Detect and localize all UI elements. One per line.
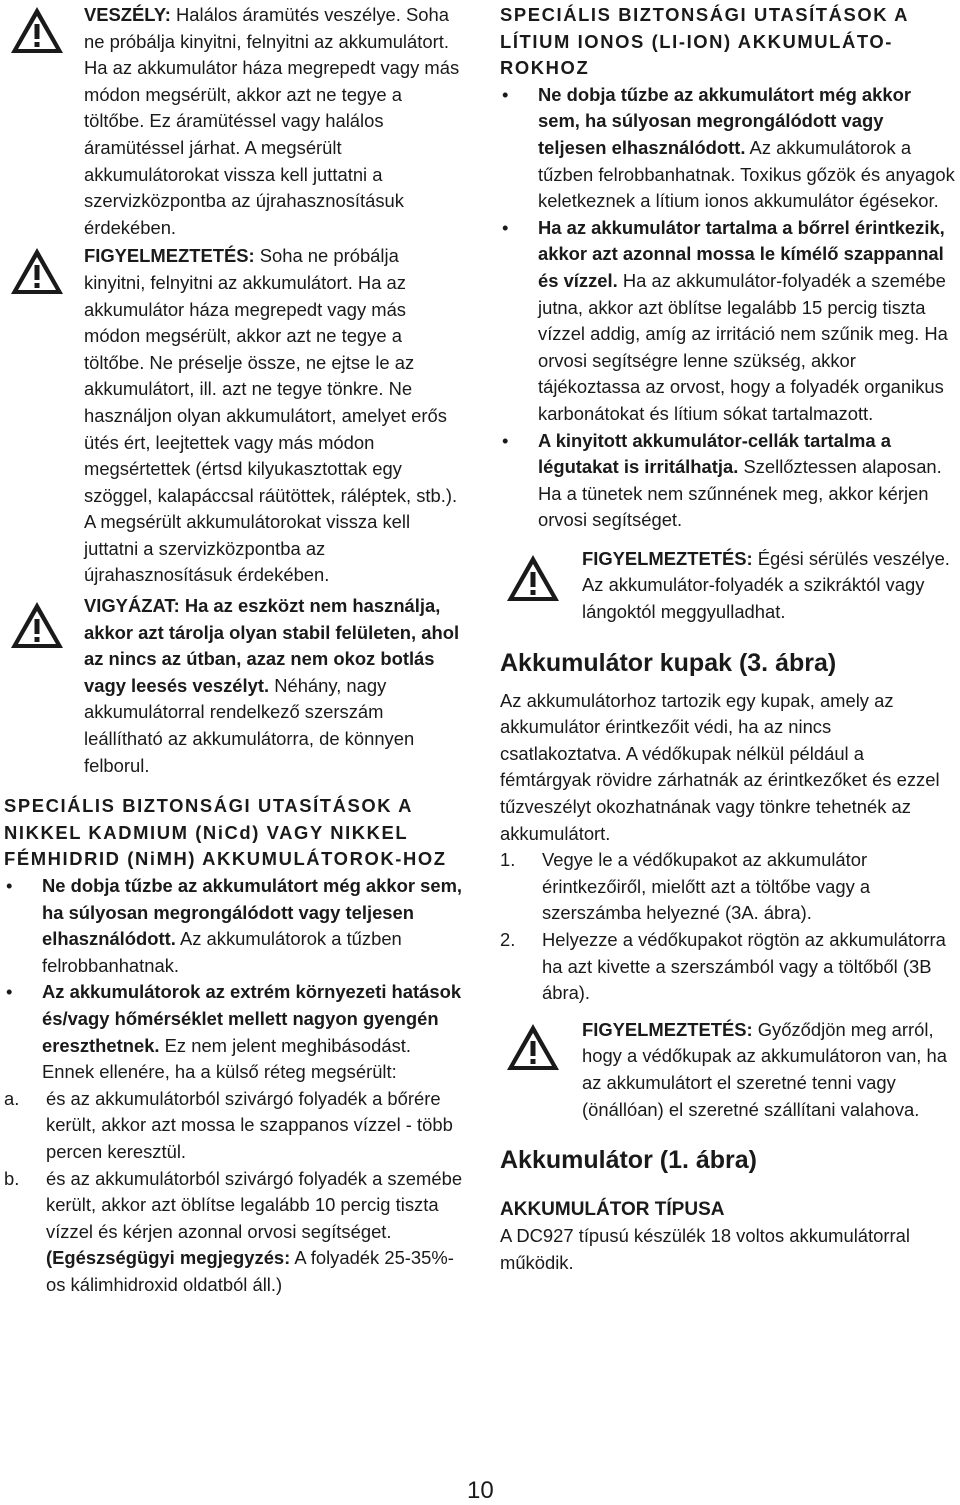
warning-triangle-icon: [8, 245, 66, 297]
burn-warning-block: [500, 546, 956, 626]
cap-text: Az akkumulátorhoz tartozik egy kupak, amely az akkumulátor érintkezőit védi, ha az nincs csatlakoztatva. A védőkupak nélkül például a fémtárgyak rövidre zárhatnák az érintkezőket és ezzel tűzveszélyt okozhatnának vagy tönkre tehetnék az akkumulátort.: [500, 689, 940, 844]
caution-text: VIGYÁZAT: Ha az eszközt nem használja, akkor azt tárolja olyan stabil felületen, ahol az nincs az útban, azaz nem okoz botlás vagy leesés veszélyt. Néhány, nagy akkumulátorral rendelkező szerszám leállítható az akkumulátorra, de könnyen felborul.: [84, 595, 460, 776]
cap-warning-text: FIGYELMEZTETÉS: Győződjön meg arról, hogy a védőkupak az akkumulátoron van, ha az akkumulátort el szeretné tenni vagy (önállóan) el szeretné szállítani valahova.: [582, 1018, 947, 1120]
item-marker: 2.: [500, 929, 516, 950]
battery-type-text: A DC927 típusú készülék 18 voltos akkumulátorral működik.: [500, 1225, 910, 1273]
list-item: • Ha az akkumulátor tartalma a bőrrel érintkezik, akkor azt azonnal mossa le kímélő szappannal és vízzel. Ha az akkumulátor-folyadék a szemébe jutna, akkor azt öblítse legalább 15 percig tiszta vízzel addig, amíg az irritáció nem szűnik meg. Ha orvosi segítségre lenne szükség, akkor tájékoztassa az orvost, hogy a folyadék organikus karbonátokat és lítium sókat tartalmazott.: [500, 215, 956, 428]
warning-text-1: FIGYELMEZTETÉS: Soha ne próbálja kinyitni, felnyitni az akkumulátort. Ha az akkumulátor háza megrepedt vagy más módon megsérült, akkor azt ne tegye a töltőbe. Ne préselje össze, ne ejtse le az akkumulátort, ill. azt ne tegye tönkre. Ne használjon olyan akkumulátort, amelyet erős ütés ért, leejtettek vagy más módon megsértettek (értsd kilyukasztottak egy szöggel, kalapáccsal ráütöttek, ráléptek, stb.). A megsérült akkumulátorokat vissza kell juttatni a szervizközpontba az újrahasznosításuk érdekében.: [84, 245, 458, 586]
warning-triangle-icon: [504, 552, 562, 604]
left-column: [4, 2, 464, 1299]
list-item: • Ne dobja tűzbe az akkumulátort még akkor sem, ha súlyosan megrongálódott vagy teljesen elhasználódott. Az akkumulátorok a tűzben felrobbanhatnak.: [4, 873, 464, 979]
right-column: [500, 2, 956, 1276]
warning-label-1: FIGYELMEZTETÉS:: [84, 245, 255, 267]
danger-label: VESZÉLY:: [84, 4, 171, 25]
cap-warning-label: FIGYELMEZTETÉS:: [582, 1018, 753, 1040]
list-item: b. és az akkumulátorból szivárgó folyadék a szemébe került, akkor azt öblítse legalább 10 percig tiszta vízzel és kérjen azonnal orvosi segítséget. (Egészségügyi megjegyzés: A folyadék 25-35%-os kálimhidroxid oldatból áll.): [4, 1167, 463, 1295]
danger-block: [4, 2, 464, 241]
nicd-bullet-list: [4, 873, 464, 1086]
battery-heading: Akkumulátor (1. ábra): [500, 1146, 758, 1175]
battery-type-heading: AKKUMULÁTOR TÍPUSA: [500, 1199, 725, 1221]
list-item: • Az akkumulátorok az extrém környezeti hatások és/vagy hőmérséklet mellett nagyon gyengén ereszthetnek. Ez nem jelent meghibásodást. Ennek ellenére, ha a külső réteg megsérült:: [4, 979, 464, 1085]
burn-warning-text: FIGYELMEZTETÉS: Égési sérülés veszélye. Az akkumulátor-folyadék a szikráktól vagy lángoktól meggyulladhat.: [582, 547, 950, 623]
caution-block: [4, 593, 464, 779]
leak-sub-list: [4, 1086, 464, 1299]
warning-triangle-icon: [8, 599, 66, 651]
cap-heading: Akkumulátor kupak (3. ábra): [500, 648, 837, 677]
list-item: 1. Vegye le a védőkupakot az akkumulátor érintkezőiről, mielőtt azt a töltőbe vagy a szerszámba helyezné (3A. ábra).: [500, 849, 871, 924]
list-item: • Ne dobja tűzbe az akkumulátort még akkor sem, ha súlyosan megrongálódott vagy teljesen elhasználódott. Az akkumulátorok a tűzben felrobbanhatnak. Toxikus gőzök és anyagok keletkeznek a lítium ionos akkumulátor égésekor.: [500, 82, 956, 215]
cap-warning-block: [500, 1017, 956, 1123]
nicd-heading: SPECIÁLIS BIZTONSÁGI UTASÍTÁSOK A NIKKEL KADMIUM (NiCd) VAGY NIKKEL FÉMHIDRID (NiMH) AKKUMULÁTOROK-HOZ: [4, 795, 447, 870]
warning-block-1: [4, 243, 464, 589]
danger-text: VESZÉLY: Halálos áramütés veszélye. Soha ne próbálja kinyitni, felnyitni az akkumulátort. Ha az akkumulátor háza megrepedt vagy más módon megsérült, akkor azt ne tegye a töltőbe. Ez áramütéssel vagy halálos áramütéssel járhat. A megsérült akkumulátorokat vissza kell juttatni a szervizközpontba az újrahasznosításuk érdekében.: [84, 4, 460, 238]
item-marker: a.: [4, 1087, 20, 1109]
burn-warning-label: FIGYELMEZTETÉS:: [582, 547, 753, 569]
list-item: • A kinyitott akkumulátor-cellák tartalma a légutakat is irritálhatja. Szellőztessen alaposan. Ha a tünetek nem szűnnének meg, akkor kérjen orvosi segítséget.: [500, 428, 956, 534]
page-number: 10: [467, 1477, 494, 1504]
list-item: a. és az akkumulátorból szivárgó folyadék a bőrére került, akkor azt mossa le szappanos vízzel - több percen keresztül.: [4, 1087, 453, 1162]
item-marker: b.: [4, 1167, 20, 1189]
warning-triangle-icon: [8, 4, 66, 56]
list-item: 2. Helyezze a védőkupakot rögtön az akkumulátorra ha azt kivette a szerszámból vagy a töltőből (3B ábra).: [500, 929, 946, 1004]
warning-triangle-icon: [504, 1021, 562, 1073]
caution-label: VIGYÁZAT:: [84, 595, 180, 617]
item-marker: 1.: [500, 849, 516, 871]
cap-steps: [500, 847, 956, 1007]
liion-heading: SPECIÁLIS BIZTONSÁGI UTASÍTÁSOK A LÍTIUM IONOS (LI-ION) AKKUMULÁTO-ROKHOZ: [500, 4, 909, 79]
liion-bullet-list: [500, 82, 956, 534]
